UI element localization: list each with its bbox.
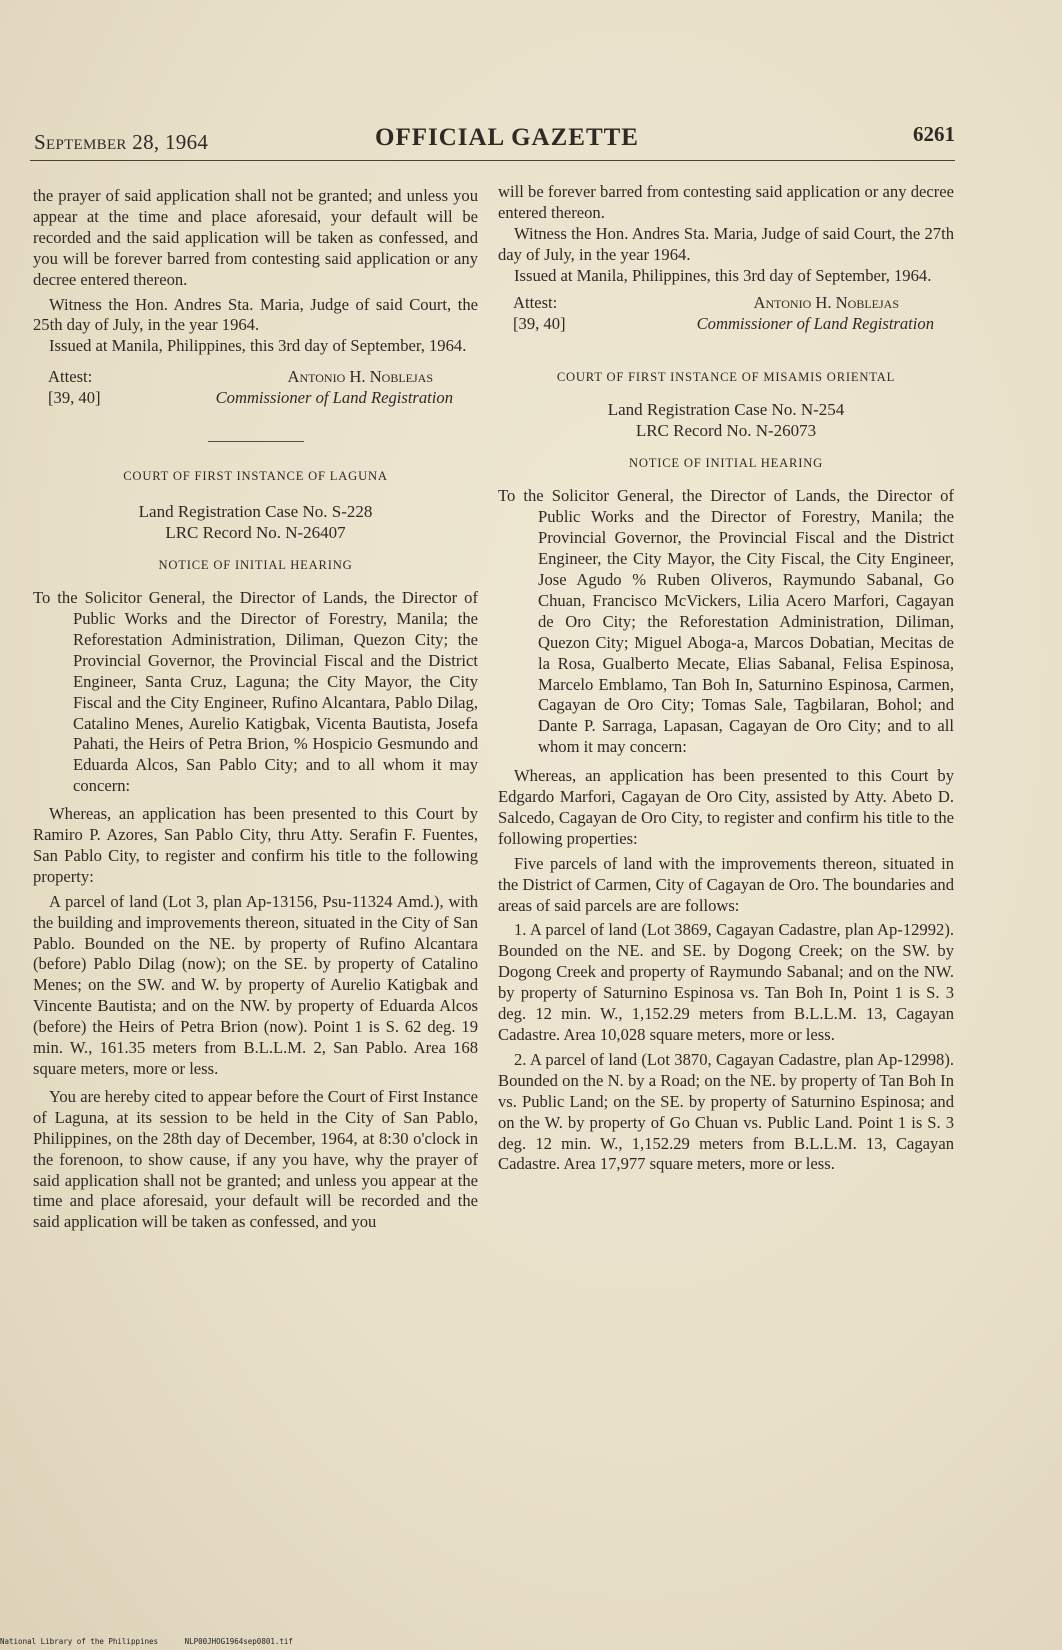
paragraph: Whereas, an application has been presented to this Court by Edgardo Marfori, Cagayan de Oro City, assisted by Atty. Abeto D. Salcedo, Cagayan de Oro City, to register and confirm his title to the following properties:	[498, 766, 954, 848]
paragraph: Issued at Manila, Philippines, this 3rd day of September, 1964.	[49, 336, 467, 356]
attest-label: Attest:	[513, 292, 558, 312]
paragraph: Five parcels of land with the improvements thereon, situated in the District of Carmen, City of Cagayan de Oro. The boundaries and areas of said parcels are are follows:	[498, 853, 954, 915]
address-paragraph: To the Solicitor General, the Director of Lands, the Director of Public Works and the Director of Forestry, Manila; the Provincial Governor, the Provincial Fiscal and the District Engineer, the City Mayor, the City Fiscal, the City Engineer, Jose Agudo % Ruben Oliveros, Raymundo Sabanal, Go Chuan, Francisco McVickers, Lilia Acero Marfori, Cagayan de Oro City; the Reforestation Administration, Diliman, Quezon City; Miguel Aboga-a, Marcos Dobatian, Mecitas de la Rosa, Gualberto Mecate, Elias Sabanal, Felisa Espinosa, Marcelo Emblamo, Tan Boh In, Saturnino Espinosa, Carmen, Cagayan de Oro City; Tomas Sale, Tagbilaran, Bohol; and Dante P. Sarraga, Lapasan, Cagayan de Oro City; and to all whom it may concern:	[498, 486, 954, 757]
attestation	[33, 367, 478, 411]
attest-reference: [39, 40]	[48, 388, 101, 408]
address-paragraph: To the Solicitor General, the Director of Lands, the Director of Public Works and the Director of Forestry, Manila; the Reforestation Administration, Diliman, Quezon City; the Provincial Governor, the Provincial Fiscal and the District Engineer, Santa Cruz, Laguna; the City Mayor, the City Fiscal and the City Engineer, Rufino Alcantara, Pablo Dilag, Catalino Menes, Aurelio Katigbak, Vicenta Bautista, Josefa Pahati, the Heirs of Petra Brion, % Hospicio Gesmundo and Eduarda Alcos, San Pablo City; and to all whom it may concern:	[33, 588, 478, 796]
publication-title: OFFICIAL GAZETTE	[375, 124, 639, 151]
notice-heading: NOTICE OF INITIAL HEARING	[628, 456, 824, 471]
commissioner-title: Commissioner of Land Registration	[696, 313, 934, 333]
paragraph: the prayer of said application shall not be granted; and unless you appear at the time and place aforesaid, your default will be recorded and the said application will be taken as confessed, and you will be forever barred from contesting said application or any decree entered thereon.	[33, 186, 478, 289]
paragraph: You are hereby cited to appear before the Court of First Instance of Laguna, at its session to be held in the City of San Pablo, Philippines, on the 28th day of December, 1964, at 8:30 o'clock in the forenoon, to show cause, if any you have, why the prayer of said application shall not be granted; and unless you appear at the time and place aforesaid, your default will be recorded and the said application will be taken as confessed, and you	[33, 1086, 478, 1232]
scan-footer	[0, 1637, 315, 1646]
header-rule	[30, 160, 955, 161]
record-number: LRC Record No. N-26073	[635, 421, 817, 441]
right-column	[498, 182, 954, 1175]
paragraph: Whereas, an application has been presented to this Court by Ramiro P. Azores, San Pablo City, thru Atty. Serafin F. Fuentes, San Pablo City, to register and confirm his title to the following property:	[33, 804, 478, 886]
paragraph: 2. A parcel of land (Lot 3870, Cagayan Cadastre, plan Ap-12998). Bounded on the N. by a Road; on the NE. by property of Tan Boh In vs. Public Land; on the SE. by property of Saturnino Espinosa; and on the W. by property of Go Chuan vs. Public Land. Point 1 is S. 3 deg. 12 min. W., 1,152.29 meters from B.L.L.M. 13, Cagayan Cadastre. Area 17,977 square meters, more or less.	[498, 1049, 954, 1174]
section-separator	[208, 441, 304, 442]
issue-date: September 28, 1964	[34, 130, 209, 154]
paragraph: will be forever barred from contesting said application or any decree entered thereon.	[498, 182, 954, 222]
paragraph: Witness the Hon. Andres Sta. Maria, Judge of said Court, the 25th day of July, in the year 1964.	[33, 294, 478, 335]
left-column	[33, 186, 478, 1233]
commissioner-title: Commissioner of Land Registration	[215, 388, 453, 408]
scan-filename: NLP00JHOG1964sep0801.tif	[184, 1637, 293, 1646]
court-heading: COURT OF FIRST INSTANCE OF MISAMIS ORIENTAL	[556, 369, 896, 384]
paragraph: Witness the Hon. Andres Sta. Maria, Judge of said Court, the 27th day of July, in the year 1964.	[498, 223, 954, 264]
page-number: 6261	[913, 122, 955, 146]
commissioner-name: Antonio H. Noblejas	[287, 367, 433, 387]
paragraph: 1. A parcel of land (Lot 3869, Cagayan Cadastre, plan Ap-12992). Bounded on the NE. and SE. by Dogong Creek; on the SW. by Dogong Creek and property of Raymundo Sabanal; and on the NW. by property of Saturnino Espinosa vs. Tan Boh In, Point 1 is S. 3 deg. 12 min. W., 1,152.29 meters from B.L.L.M. 13, Cagayan Cadastre. Area 10,028 square meters, more or less.	[498, 920, 954, 1044]
case-number: Land Registration Case No. S-228	[138, 502, 373, 522]
court-heading: COURT OF FIRST INSTANCE OF LAGUNA	[123, 469, 388, 484]
library-credit: National Library of the Philippines	[0, 1637, 159, 1646]
notice-heading: NOTICE OF INITIAL HEARING	[158, 558, 353, 573]
record-number: LRC Record No. N-26407	[165, 523, 346, 543]
paragraph: A parcel of land (Lot 3, plan Ap-13156, Psu-11324 Amd.), with the building and improvements thereon, situated in the City of San Pablo. Bounded on the NE. by property of Rufino Alcantara (before) Pablo Dilag (now); on the SE. by property of Catalino Menes; on the SW. and W. by property of Aurelio Katigbak and Vincente Bautista; and on the NW. by property of Eduarda Alcos (before) the Heirs of Petra Brion (now). Point 1 is S. 62 deg. 19 min. W., 161.35 meters from B.L.L.M. 2, San Pablo. Area 168 square meters, more or less.	[33, 891, 478, 1078]
page-header	[30, 118, 955, 158]
case-number: Land Registration Case No. N-254	[607, 400, 845, 420]
paragraph: Issued at Manila, Philippines, this 3rd day of September, 1964.	[514, 265, 932, 285]
attest-reference: [39, 40]	[513, 313, 566, 333]
attest-label: Attest:	[48, 367, 93, 387]
commissioner-name: Antonio H. Noblejas	[753, 292, 899, 312]
attestation	[498, 293, 954, 337]
